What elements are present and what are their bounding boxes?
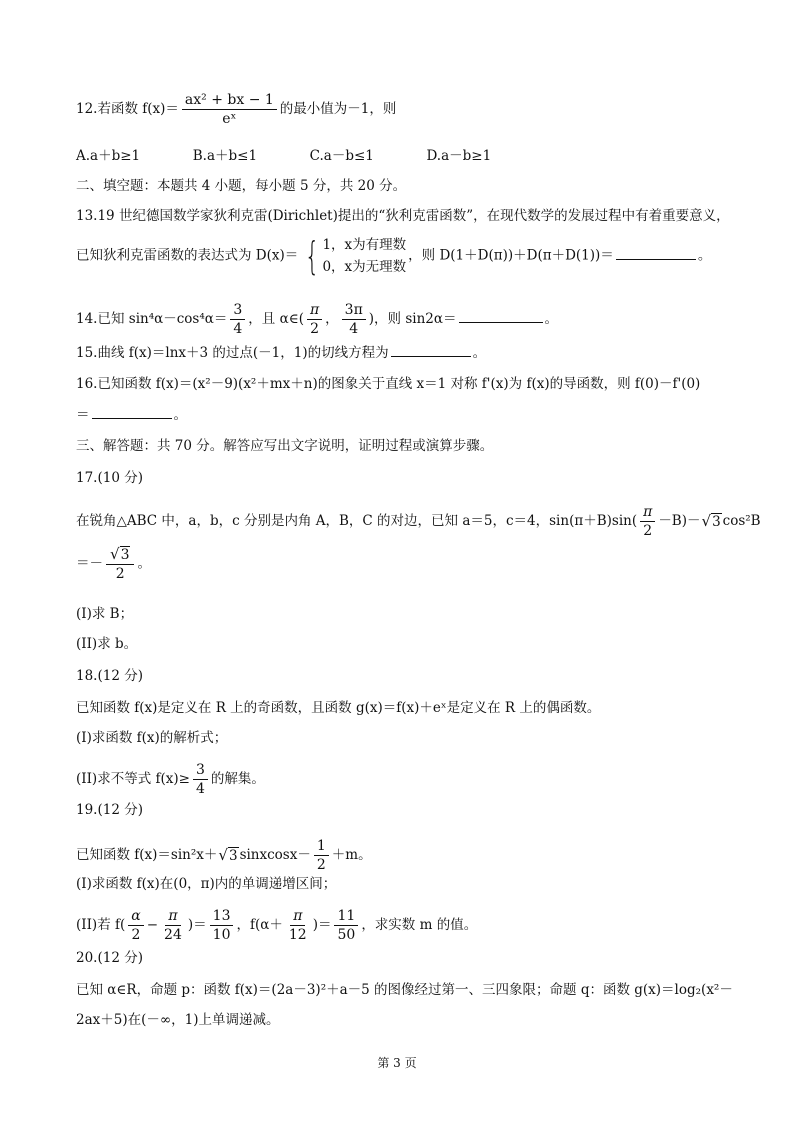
q13-piecewise: { 1，x为有理数 0，x为无理数 [305,234,407,278]
q18-part2: (II)求不等式 f(x)≥ $\frac{3}{4}$ 的解集。 [76,762,265,798]
sqrt-icon: √3 [701,512,721,531]
q17-stem-line2: ＝－ $\frac{√3}{2}$ 。 [76,545,151,583]
q20-line1: 已知 α∈R，命题 p：函数 f(x)＝(2a－3)²＋a－5 的图像经过第一、三四象限；命题 q：函数 g(x)＝log₂(x²－ [76,982,733,998]
q13-line1: 13.19 世纪德国数学家狄利克雷(Dirichlet)提出的“狄利克雷函数”，在现代数学的发展过程中有着重要意义， [76,208,730,224]
q12-option-a: A.a＋b≥1 [76,148,141,164]
q12-fraction: $\frac{\text{ax² + bx − 1}}{\text{eˣ}}$ [182,92,277,127]
q13-answer-blank [616,245,696,260]
q18-stem: 已知函数 f(x)是定义在 R 上的奇函数，且函数 g(x)＝f(x)＋eˣ是定义在 R 上的偶函数。 [76,700,601,716]
q18-part1: (I)求函数 f(x)的解析式； [76,730,228,746]
q17-part1: (I)求 B； [76,606,134,622]
sqrt-icon: √3 [110,545,130,563]
q12-option-d: D.a－b≥1 [426,148,492,164]
q15-stem: 15.曲线 f(x)＝lnx＋3 的过点(－1，1)的切线方程为 。 [76,342,486,363]
q13-line2: 已知狄利克雷函数的表达式为 D(x)＝ { 1，x为有理数 0，x为无理数 ，则 D(1＋D(π))＋D(π＋D(1))＝ 。 [76,234,712,278]
left-brace-icon: { [305,234,320,278]
q15-answer-blank [391,342,471,357]
q20-line2: 2ax＋5)在(－∞，1)上单调递减。 [76,1012,280,1028]
q12-option-b: B.a＋b≤1 [192,148,258,164]
q19-part2: (II)若 f( $\frac{\alpha}{2}$ − $\frac{\pi}{24}$ )＝ $\frac{13}{10}$ ，f(α＋ $\frac{\pi}{12}$ )＝ $\frac{11}{50}$ ，求实数 m 的值。 [76,908,478,944]
q12-option-c: C.a－b≤1 [309,148,374,164]
q14-stem: 14.已知 sin⁴α－cos⁴α＝ $\frac{3}{4}$ ，且 α∈( $\frac{\pi}{2}$ ， $\frac{3\pi}{4}$ )，则 sin2α＝ 。 [76,302,558,338]
q12-stem: 12.若函数 f(x)＝ $\frac{\text{ax² + bx − 1}}{\text{eˣ}}$ 的最小值为－1，则 [76,92,397,128]
section-2-heading: 二、填空题：本题共 4 小题，每小题 5 分，共 20 分。 [76,178,407,194]
sqrt-icon: √3 [218,846,238,865]
q20-header: 20.(12 分) [76,950,143,966]
q12-options [76,146,491,166]
q16-line1: 16.已知函数 f(x)＝(x²－9)(x²＋mx＋n)的图象关于直线 x＝1 对称 f'(x)为 f(x)的导函数，则 f(0)－f'(0) [76,376,701,392]
q19-part1: (I)求函数 f(x)在(0，π)内的单调递增区间； [76,876,337,892]
q19-header: 19.(12 分) [76,802,143,818]
q16-answer-blank [92,404,172,419]
q16-line2: ＝ 。 [76,404,187,425]
q18-header: 18.(12 分) [76,668,143,684]
page-number: 第 3 页 [377,1056,417,1070]
q17-header: 17.(10 分) [76,470,143,486]
q17-stem-line1: 在锐角△ABC 中，a，b，c 分别是内角 A，B，C 的对边，已知 a＝5，c＝4，sin(π＋B)sin( $\frac{\pi}{2}$ －B)－√3 cos²B [76,504,761,540]
q19-stem: 已知函数 f(x)＝sin²x＋√3 sinxcosx－ $\frac{1}{2}$ ＋m。 [76,838,372,874]
q14-answer-blank [459,308,543,323]
section-3-heading: 三、解答题：共 70 分。解答应写出文字说明，证明过程或演算步骤。 [76,438,494,454]
q17-part2: (II)求 b。 [76,636,138,652]
